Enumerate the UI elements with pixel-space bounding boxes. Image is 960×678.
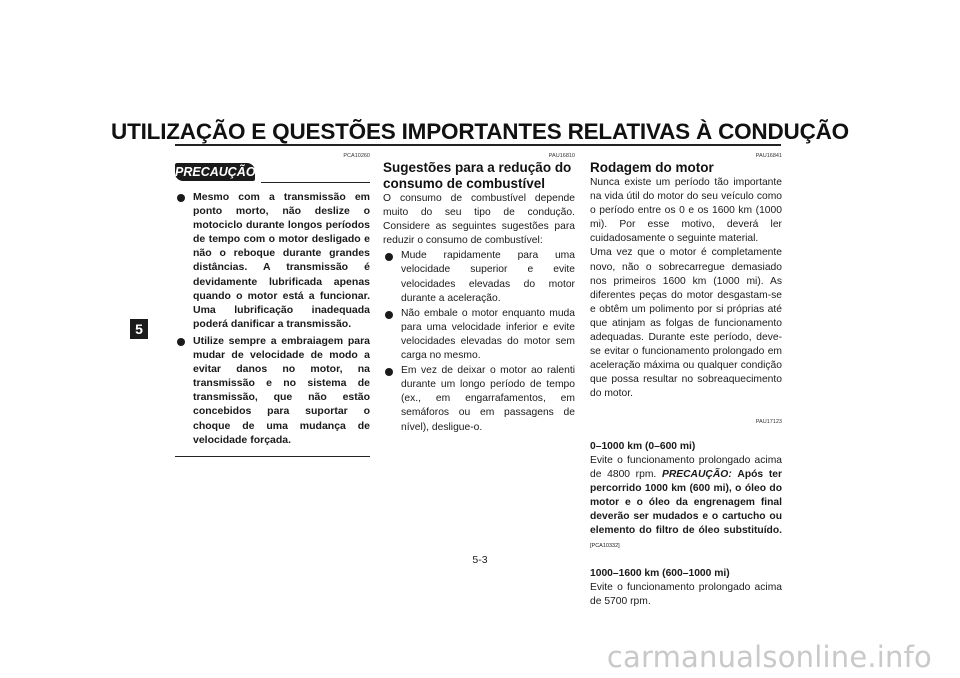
list-item [383, 307, 575, 363]
ref-code: PAU16841 [755, 153, 782, 159]
break-in-paragraph-2: Uma vez que o motor é completamente novo, não o sobrecarregue demasiado nos primeiros 1600 km (1000 mi). As diferentes peças do motor desgastam-se e obtêm um polimento por si próprias até que atinjam as folgas de funcionamento adequadas. Durante este período, deve-se evitar o funcionamento prolongado em aceleração máxima ou qualquer condição que possa resultar no sobreaquecimento do motor. [590, 247, 782, 400]
ref-code: PAU17123 [755, 418, 782, 425]
section-title-fuel: Sugestões para a redução do consumo de combustível [383, 160, 572, 191]
stage-2-text: Evite o funcionamento prolongado acima de 5700 rpm. [590, 582, 782, 608]
page-number: 5-3 [472, 554, 488, 566]
break-in-paragraph-1: Nunca existe um período tão importante na vida útil do motor do seu veículo como o período entre os 0 e os 1600 km (1000 mi). Por esse motivo, deverá ler cuidadosamente o seguinte material. [590, 177, 782, 245]
inline-caution-label: PRECAUÇÃO: [661, 468, 732, 480]
list-item [383, 249, 575, 305]
fuel-tips-list [383, 249, 575, 434]
ref-code: PAU16810 [548, 153, 575, 159]
column-fuel-tips [383, 152, 575, 435]
inline-ref-code: [PCA10332] [590, 543, 620, 550]
bullet-icon [385, 253, 393, 261]
watermark: carmanualsonline.info [606, 640, 932, 674]
stage-2-title: 1000–1600 km (600–1000 mi) [590, 568, 730, 580]
caution-item-text: Mesmo com a transmissão em ponto morto, não deslize o motociclo durante longos períodos de tempo com o motor desligado e não o reboque durante grandes distâncias. A transmissão é devidamente lubrificada apenas quando o motor está a funcionar. Uma lubrificação inadequada poderá danificar a transmissão. [193, 191, 370, 330]
chapter-tab: 5 [130, 319, 148, 339]
bullet-icon [385, 311, 393, 319]
tip-text: Mude rapidamente para uma velocidade superior e evite velocidades elevadas do motor durante a aceleração. [401, 250, 575, 304]
column-caution [175, 152, 370, 457]
stage-1-text [590, 454, 782, 554]
inline-caution-text: Após ter percorrido 1000 km (600 mi), o óleo do motor e o óleo da engrenagem final deverão ser mudados e o cartucho ou elemento do filtro de óleo substituído. [590, 468, 782, 537]
tip-text: Não embale o motor enquanto muda para uma velocidade inferior e evite velocidades elevadas do motor sem carga no mesmo. [401, 307, 575, 362]
stage-1-instruction: Evite o funcionamento prolongado acima de 4800 rpm. [590, 454, 782, 480]
page-title: UTILIZAÇÃO E QUESTÕES IMPORTANTES RELATIVAS À CONDUÇÃO [111, 119, 849, 144]
caution-item [175, 190, 370, 331]
section-title-break-in: Rodagem do motor [590, 160, 714, 175]
bullet-icon [177, 194, 185, 202]
bullet-icon [177, 338, 185, 346]
column-break-in [590, 152, 782, 610]
caution-list [175, 190, 370, 447]
ref-code: PCA10260 [343, 153, 370, 159]
list-item [383, 364, 575, 434]
caution-item-text: Utilize sempre a embraiagem para mudar de velocidade de modo a evitar danos no motor, na transmissão e no sistema de transmissão, que não estão concebidos para suportar o choque de uma mudança de velocidade forçada. [193, 334, 370, 446]
fuel-intro: O consumo de combustível depende muito do seu tipo de condução. Considere as seguintes sugestões para reduzir o consumo de combustível: [383, 193, 575, 247]
bullet-icon [385, 368, 393, 376]
caution-top-rule [261, 182, 370, 183]
tip-text: Em vez de deixar o motor ao ralenti durante um longo período de tempo (ex., em engarrafamentos, em semáforos ou em passagens de nível), desligue-o. [401, 365, 575, 433]
stage-1-title: 0–1000 km (0–600 mi) [590, 440, 696, 452]
caution-header [175, 162, 370, 184]
caution-item [175, 334, 370, 447]
caution-badge: PRECAUÇÃO [175, 165, 256, 179]
caution-bottom-rule [175, 456, 370, 457]
title-divider [175, 144, 781, 146]
